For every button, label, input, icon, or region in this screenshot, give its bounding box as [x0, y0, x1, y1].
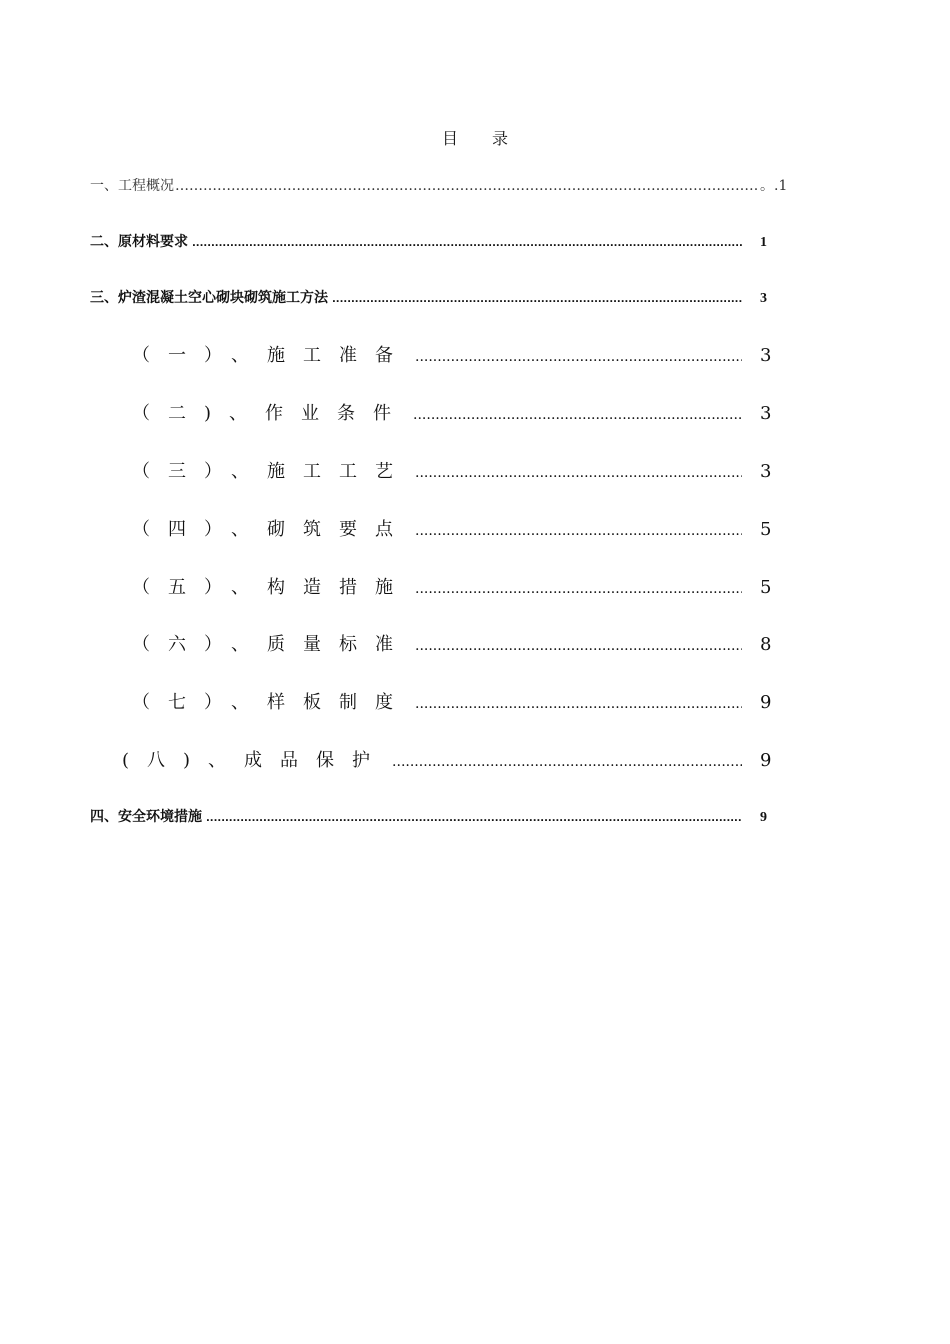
- toc-entry[interactable]: [90, 287, 790, 307]
- toc-entry[interactable]: [90, 175, 790, 195]
- toc-entry-label: （一）、施工准备: [132, 345, 411, 366]
- dot-leader: [415, 519, 742, 540]
- toc-entry-label: （三）、施工工艺: [132, 461, 411, 482]
- toc-entry[interactable]: [90, 806, 790, 826]
- toc-entry-page: 9: [760, 692, 772, 713]
- toc-entry-page: 9: [760, 750, 772, 771]
- toc-entry[interactable]: [132, 630, 790, 656]
- toc-entry-label: （四）、砌筑要点: [132, 519, 411, 540]
- toc-entry[interactable]: [132, 341, 790, 367]
- toc-entry-page: 3: [760, 403, 772, 424]
- toc-entry-label: 三、炉渣混凝土空心砌块砌筑施工方法: [90, 290, 328, 306]
- toc-entry[interactable]: [90, 231, 790, 251]
- toc-entry-page: 。.1: [760, 178, 788, 194]
- toc-entry-label: 二、原材料要求: [90, 234, 188, 250]
- toc-entry-page: 1: [760, 235, 767, 250]
- dot-leader: [415, 634, 742, 655]
- dot-leader: [332, 290, 742, 306]
- toc-entry-label: （七）、样板制度: [132, 692, 411, 713]
- toc-entry-page: 3: [760, 345, 772, 366]
- toc-entry-label: 一、工程概况: [90, 178, 174, 194]
- toc-entry-label: （二)、作业条件: [132, 403, 410, 424]
- toc-entry-page: 5: [760, 577, 772, 598]
- dot-leader: [392, 750, 742, 771]
- dot-leader: [415, 692, 742, 713]
- toc-title: 目录: [441, 129, 542, 148]
- toc-entry[interactable]: [132, 399, 790, 425]
- toc-entry-label: （五）、构造措施: [132, 577, 411, 598]
- toc-entry[interactable]: [132, 573, 790, 599]
- toc-entry-page: 9: [760, 810, 767, 825]
- toc-entry[interactable]: [132, 457, 790, 483]
- toc-entry-page: 3: [760, 461, 772, 482]
- toc-entry-label: (八)、成品保护: [122, 750, 389, 771]
- toc-entry-page: 3: [760, 291, 767, 306]
- toc-entry-label: （六）、质量标准: [132, 634, 411, 655]
- dot-leader: [192, 234, 742, 250]
- toc-entry[interactable]: [122, 746, 790, 772]
- dot-leader: [415, 345, 742, 366]
- toc-entry-page: 5: [760, 519, 772, 540]
- dot-leader: [415, 461, 742, 482]
- toc-entry[interactable]: [132, 515, 790, 541]
- dot-leader: [415, 577, 742, 598]
- toc-entry-page: 8: [760, 634, 772, 655]
- toc-entry-label: 四、安全环境措施: [90, 809, 202, 825]
- dot-leader: [413, 403, 742, 424]
- dot-leader: [175, 178, 759, 194]
- dot-leader: [206, 809, 742, 825]
- toc-entry[interactable]: [132, 688, 790, 714]
